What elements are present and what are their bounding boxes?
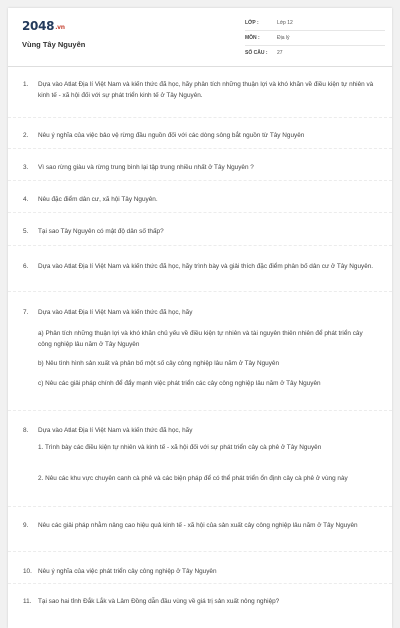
question-text: Tại sao Tây Nguyên có mật độ dân số thấp? — [38, 228, 164, 235]
question-item — [8, 117, 392, 139]
sub-question: 1. Trình bày các điều kiện tự nhiên và kinh tế - xã hội đối với sự phát triển cây cà phê ở Tây Nguyên — [38, 444, 322, 451]
question-item — [8, 506, 392, 529]
brand-logo-suffix: .vn — [55, 24, 65, 31]
question-text: Nêu đặc điểm dân cư, xã hội Tây Nguyên. — [38, 196, 158, 203]
worksheet-header — [8, 8, 392, 67]
question-text: Nêu ý nghĩa của việc phát triển cây công nghiệp ở Tây Nguyên — [38, 568, 217, 575]
question-number: 2. — [23, 132, 29, 139]
meta-value: Địa lý — [277, 35, 290, 41]
question-number: 7. — [23, 309, 29, 316]
document-title: Vùng Tây Nguyên — [22, 40, 86, 49]
meta-row-count — [245, 46, 385, 60]
meta-key: MÔN : — [245, 35, 260, 41]
question-text: Vì sao rừng giàu và rừng trung bình lại tập trung nhiều nhất ở Tây Nguyên ? — [38, 164, 254, 171]
meta-value: 27 — [277, 50, 283, 56]
question-item — [8, 583, 392, 605]
question-text: Dựa vào Atlat Địa lí Việt Nam và kiến thức đã học, hãy trình bày và giải thích đặc điểm phân bố dân cư ở Tây Nguyên. — [38, 263, 374, 270]
question-text: Tại sao hai tỉnh Đắk Lắk và Lâm Đồng dẫn đầu vùng về giá trị sản xuất nông nghiệp? — [38, 598, 280, 605]
question-number: 8. — [23, 427, 29, 434]
brand-logo[interactable] — [22, 19, 65, 33]
question-item — [8, 245, 392, 270]
question-number: 6. — [23, 263, 29, 270]
question-number: 10. — [23, 568, 32, 575]
question-item — [8, 551, 392, 575]
question-item — [8, 180, 392, 203]
sub-question: c) Nêu các giải pháp chính để đẩy mạnh việc phát triển các cây công nghiệp lâu năm ở Tây Nguyên — [38, 380, 321, 387]
question-item — [8, 212, 392, 235]
sub-question: 2. Nêu các khu vực chuyên canh cà phê và các biện pháp để có thể phát triển ổn định cây cà phê ở vùng này — [38, 475, 348, 482]
meta-value: Lớp 12 — [277, 20, 293, 26]
meta-key: SỐ CÂU : — [245, 50, 268, 56]
question-number: 9. — [23, 522, 29, 529]
sub-question: a) Phân tích những thuận lợi và khó khăn chủ yếu về điều kiện tự nhiên và tài nguyên thiên nhiên để phát triển cây công nghiệp lâu năm ở Tây Nguyên — [38, 330, 363, 348]
question-text: Dựa vào Atlat Địa lí Việt Nam và kiến thức đã học, hãy phân tích những thuận lợi và khó khăn về điều kiện tự nhiên và kinh tế - xã hội đối với sự phát triển kinh tế ở Tây Nguyên. — [38, 81, 374, 99]
question-text: Nêu ý nghĩa của việc bảo vệ rừng đầu nguồn đối với các dòng sông bắt nguồn từ Tây Nguyên — [38, 132, 305, 139]
question-text: Dựa vào Atlat Địa lí Việt Nam và kiến thức đã học, hãy — [38, 309, 193, 316]
meta-key: LỚP : — [245, 20, 259, 26]
question-item — [8, 291, 392, 387]
question-item — [8, 410, 392, 482]
meta-row-subject — [245, 31, 385, 46]
question-number: 3. — [23, 164, 29, 171]
meta-row-class — [245, 16, 385, 31]
question-text: Dựa vào Atlat Địa lí Việt Nam và kiến thức đã học, hãy — [38, 427, 193, 434]
question-text: Nêu các giải pháp nhằm nâng cao hiệu quả kinh tế - xã hội của sản xuất cây công nghiệp lâu năm ở Tây Nguyên — [38, 522, 358, 529]
question-number: 5. — [23, 228, 29, 235]
question-number: 4. — [23, 196, 29, 203]
question-number: 11. — [23, 598, 32, 605]
question-item — [8, 148, 392, 171]
meta-table — [245, 16, 385, 60]
brand-logo-text: 2048 — [22, 19, 55, 33]
question-number: 1. — [23, 81, 29, 88]
sub-question: b) Nêu tình hình sản xuất và phân bố một số cây công nghiệp lâu năm ở Tây Nguyên — [38, 360, 280, 367]
worksheet-page — [8, 8, 392, 628]
